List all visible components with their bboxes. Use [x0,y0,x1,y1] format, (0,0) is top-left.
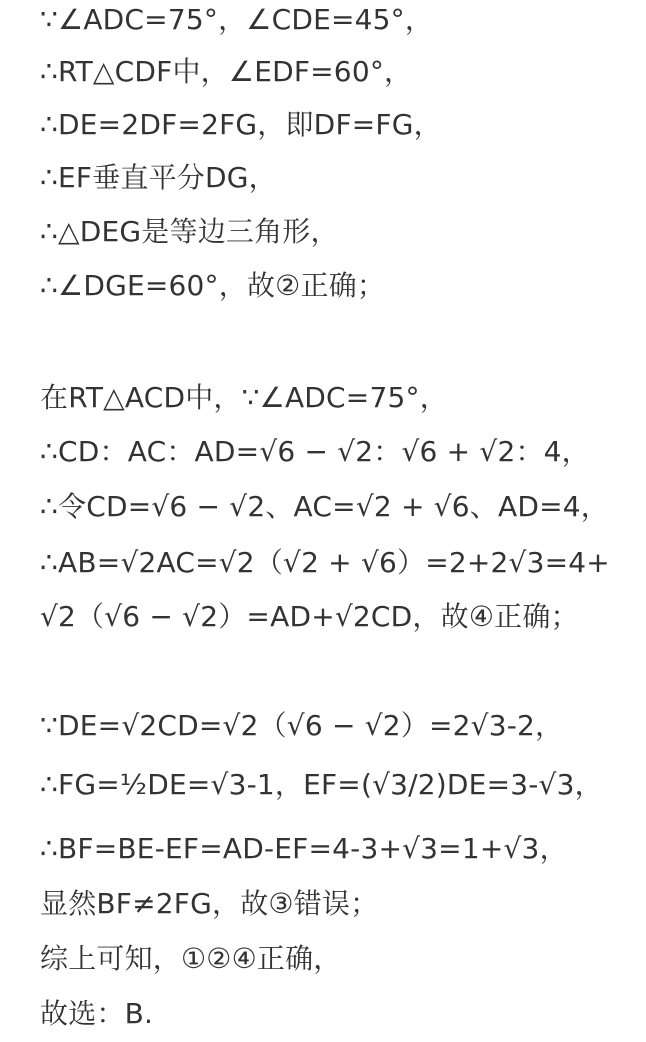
solution-line: ∴EF垂直平分DG， [40,161,277,194]
solution-line: ∴RT△CDF中，∠EDF=60°， [40,55,413,88]
solution-line: ∴AB=√2AC=√2（√2 + √6）=2+2√3=4+ [40,546,610,579]
solution-line: ∴DE=2DF=2FG，即DF=FG， [40,108,442,141]
solution-line: √2（√6 − √2）=AD+√2CD，故④正确； [40,600,579,633]
solution-line: ∴△DEG是等边三角形， [40,215,339,248]
solution-line: 故选：B. [40,997,154,1030]
solution-line: ∴令CD=√6 − √2、AC=√2 + √6、AD=4， [40,490,609,523]
solution-line: 显然BF≠2FG，故③错误； [40,887,379,920]
solution-line: ∴CD：AC：AD=√6 − √2：√6 + √2：4， [40,435,590,468]
solution-line: 综上可知，①②④正确， [40,942,342,975]
solution-line: ∴∠DGE=60°，故②正确； [40,269,386,302]
solution-line: ∴FG=½DE=√3-1，EF=(√3/2)DE=3-√3， [40,768,603,801]
solution-line: ∴BF=BE-EF=AD-EF=4-3+√3=1+√3， [40,832,568,865]
solution-line: ∵DE=√2CD=√2（√6 − √2）=2√3-2， [40,709,564,742]
solution-line: ∵∠ADC=75°，∠CDE=45°， [40,3,434,36]
solution-line: 在RT△ACD中，∵∠ADC=75°， [40,381,448,414]
